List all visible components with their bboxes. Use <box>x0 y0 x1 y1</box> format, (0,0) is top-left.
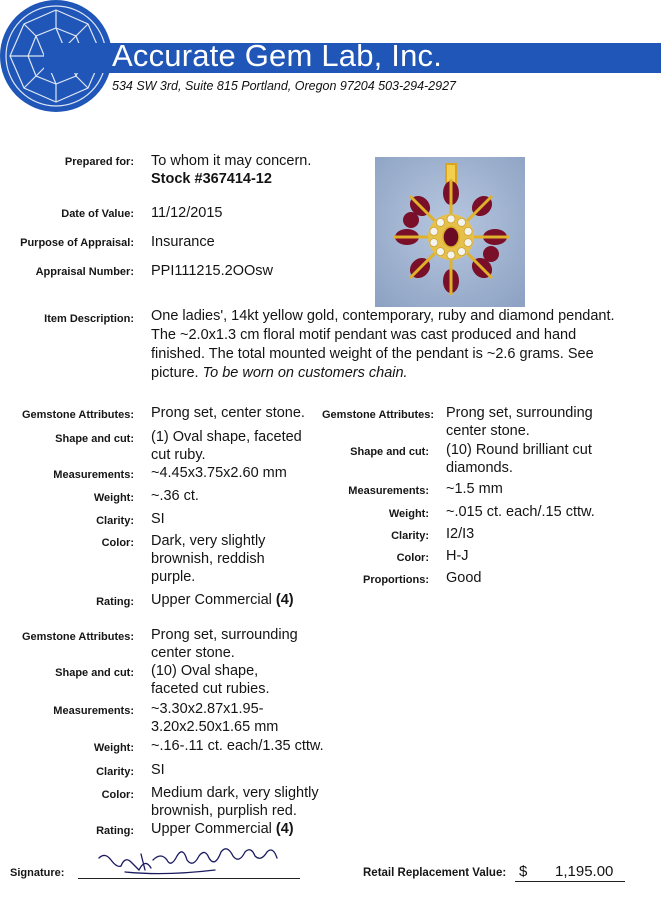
gem3-rating-number: (4) <box>275 821 294 837</box>
gem1-rating-number: (4) <box>275 592 294 608</box>
gem2-shape-line-2: diamonds. <box>446 460 513 476</box>
signature-line <box>78 878 300 879</box>
gem1-shape-label: Shape and cut: <box>55 433 134 445</box>
description-line-1: One ladies', 14kt yellow gold, contemporary, ruby and diamond pendant. <box>151 308 615 324</box>
gem3-attributes-line-2: center stone. <box>151 645 235 661</box>
description-line-4-plain: picture. <box>151 365 199 381</box>
gem3-attributes-line-1: Prong set, surrounding <box>151 627 298 643</box>
appraisal-number-value: PPI111215.2OOsw <box>151 263 273 279</box>
signature-label: Signature: <box>10 867 65 879</box>
gem1-color-line-1: Dark, very slightly <box>151 533 266 549</box>
purpose-label: Purpose of Appraisal: <box>20 237 134 249</box>
gem3-rating-value <box>151 820 294 839</box>
gem2-clarity-label: Clarity: <box>391 530 429 542</box>
date-value: 11/12/2015 <box>151 205 223 221</box>
prepared-for-value: To whom it may concern. <box>151 153 312 169</box>
description-line-4-italic: To be worn on customers chain. <box>202 365 408 381</box>
currency-symbol: $ <box>519 863 528 880</box>
value-line <box>515 881 625 882</box>
appraisal-number-label: Appraisal Number: <box>35 266 134 278</box>
gem1-color-label: Color: <box>101 537 134 549</box>
gem3-clarity-value: SI <box>151 762 165 778</box>
gem1-rating-label: Rating: <box>96 596 134 608</box>
gem2-shape-line-1: (10) Round brilliant cut <box>446 442 592 458</box>
gem2-weight-label: Weight: <box>388 508 429 520</box>
retail-value-amount: 1,195.00 <box>555 863 614 880</box>
company-address: 534 SW 3rd, Suite 815 Portland, Oregon 97204 503-294-2927 <box>112 79 456 93</box>
description-line-2: The ~2.0x1.3 cm floral motif pendant was cast produced and hand <box>151 327 577 343</box>
gem3-shape-line-2: faceted cut rubies. <box>151 681 270 697</box>
gem1-weight-value: ~.36 ct. <box>151 488 199 504</box>
gem2-attributes-line-2: center stone. <box>446 423 530 439</box>
gem1-measurements-label: Measurements: <box>53 469 134 481</box>
gem1-clarity-value: SI <box>151 511 165 527</box>
gem3-clarity-label: Clarity: <box>96 766 134 778</box>
gem2-color-label: Color: <box>396 552 429 564</box>
gem1-color-line-2: brownish, reddish <box>151 551 265 567</box>
gem1-rating-value <box>151 591 294 610</box>
gem1-attributes-value: Prong set, center stone. <box>151 405 305 421</box>
gem3-weight-label: Weight: <box>93 742 134 754</box>
gem1-weight-label: Weight: <box>93 492 134 504</box>
description-line-4 <box>151 364 408 383</box>
gem2-attributes-line-1: Prong set, surrounding <box>446 405 593 421</box>
gem3-measurements-label: Measurements: <box>53 705 134 717</box>
gem3-measurements-line-2: 3.20x2.50x1.65 mm <box>151 719 279 735</box>
gem1-clarity-label: Clarity: <box>96 515 134 527</box>
gem3-shape-line-1: (10) Oval shape, <box>151 663 259 679</box>
prepared-for-label: Prepared for: <box>64 156 134 168</box>
gem2-attributes-label: Gemstone Attributes: <box>322 409 435 421</box>
gem3-attributes-label: Gemstone Attributes: <box>21 631 134 643</box>
purpose-value: Insurance <box>151 234 215 250</box>
gem2-measurements-value: ~1.5 mm <box>446 481 503 497</box>
gem1-shape-line-2: cut ruby. <box>151 447 206 463</box>
gem2-shape-label: Shape and cut: <box>350 446 429 458</box>
gem2-color-value: H-J <box>446 548 469 564</box>
gem1-shape-line-1: (1) Oval shape, faceted <box>151 429 302 445</box>
gem3-rating-text: Upper Commercial <box>151 821 272 837</box>
item-description-label: Item Description: <box>44 313 134 325</box>
gem1-measurements-value: ~4.45x3.75x2.60 mm <box>151 465 287 481</box>
gem2-measurements-label: Measurements: <box>348 485 429 497</box>
handwritten-signature <box>95 848 300 878</box>
gem3-color-label: Color: <box>101 789 134 801</box>
gem3-shape-label: Shape and cut: <box>55 667 134 679</box>
gem3-rating-label: Rating: <box>96 825 134 837</box>
gem3-measurements-line-1: ~3.30x2.87x1.95- <box>151 701 264 717</box>
gem1-attributes-label: Gemstone Attributes: <box>21 409 134 421</box>
gem2-proportions-label: Proportions: <box>363 574 429 586</box>
date-label: Date of Value: <box>61 208 134 220</box>
gem2-clarity-value: I2/I3 <box>446 526 475 542</box>
gem1-rating-text: Upper Commercial <box>151 592 272 608</box>
stock-number: Stock #367414-12 <box>151 171 272 187</box>
gem3-color-line-1: Medium dark, very slightly <box>151 785 319 801</box>
pendant-photo <box>375 157 525 307</box>
company-name: Accurate Gem Lab, Inc. <box>112 38 443 73</box>
gem3-weight-value: ~.16-.11 ct. each/1.35 cttw. <box>151 738 324 754</box>
retail-value-label: Retail Replacement Value: <box>363 867 507 879</box>
gem3-color-line-2: brownish, purplish red. <box>151 803 297 819</box>
description-line-3: finished. The total mounted weight of the pendant is ~2.6 grams. See <box>151 346 594 362</box>
gem1-color-line-3: purple. <box>151 569 196 585</box>
gem2-weight-value: ~.015 ct. each/.15 cttw. <box>446 504 595 520</box>
gem2-proportions-value: Good <box>446 570 482 586</box>
